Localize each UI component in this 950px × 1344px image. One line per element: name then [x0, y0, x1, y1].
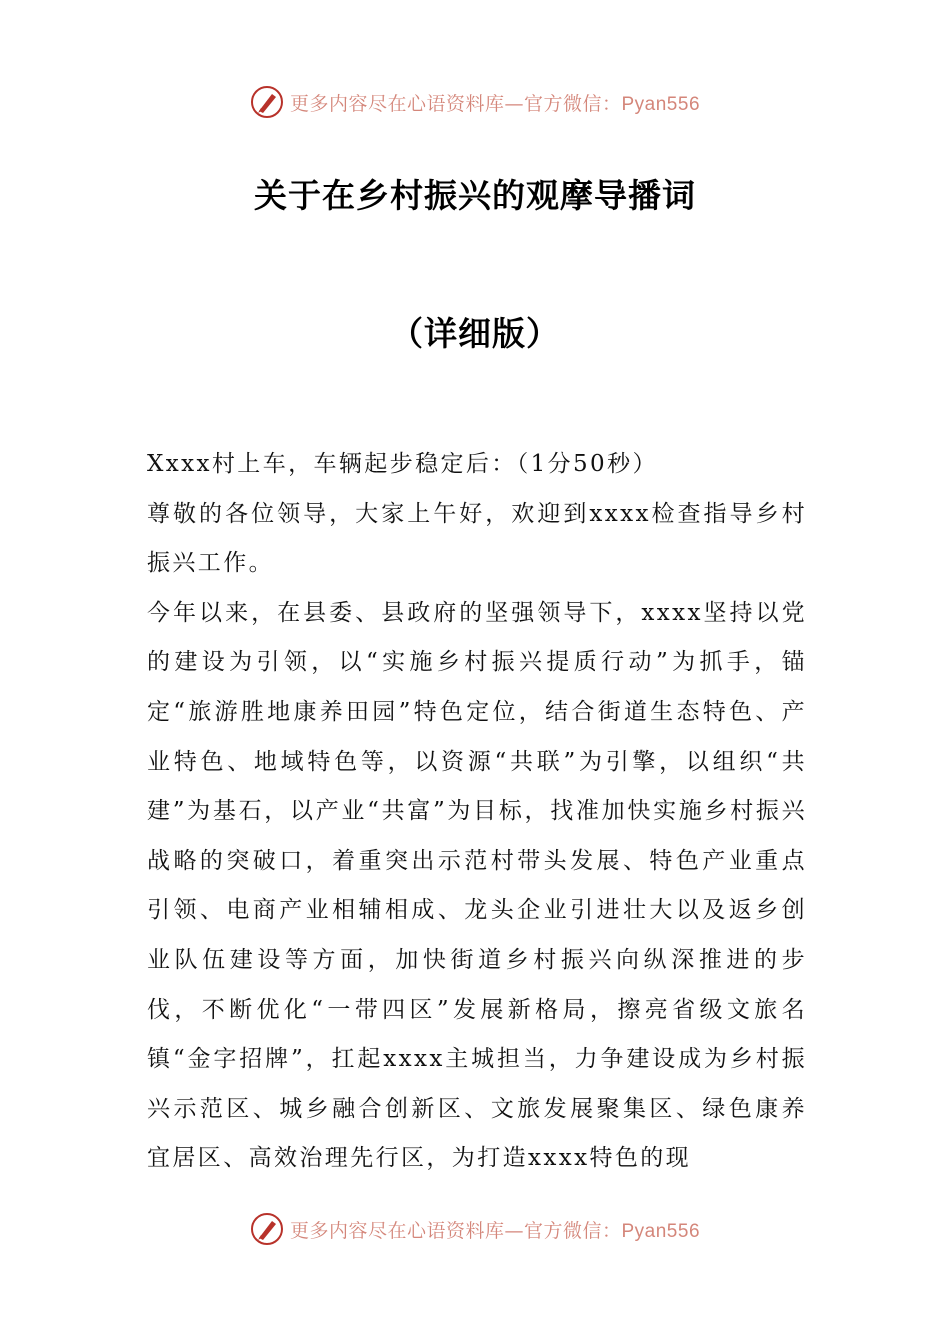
document-subtitle: （详细版）: [390, 314, 560, 353]
paragraph: Xxxx村上车，车辆起步稳定后：（1分50秒）: [147, 451, 658, 477]
footer-banner: [0, 1209, 950, 1249]
document-body: [147, 440, 807, 1184]
footer-banner-label: 更多内容尽在心语资料库—官方微信：: [289, 1219, 622, 1242]
header-banner: [0, 82, 950, 122]
quill-logo-icon: [250, 1212, 284, 1246]
header-banner-text: [290, 89, 700, 116]
paragraph: 尊敬的各位领导，大家上午好，欢迎到xxxx检查指导乡村振兴工作。: [147, 500, 807, 577]
quill-logo-icon: [250, 85, 284, 119]
header-banner-handle: Pyan556: [621, 93, 701, 115]
footer-banner-handle: Pyan556: [621, 1220, 701, 1242]
header-banner-label: 更多内容尽在心语资料库—官方微信：: [289, 92, 622, 115]
footer-banner-text: [290, 1216, 700, 1243]
paragraph: 今年以来，在县委、县政府的坚强领导下，xxxx坚持以党的建设为引领，以“实施乡村振兴提质行动”为抓手，锚定“旅游胜地康养田园”特色定位，结合街道生态特色、产业特色、地域特色等，以资源“共联”为引擎，以组织“共建”为基石，以产业“共富”为目标，找准加快实施乡村振兴战略的突破口，着重突出示范村带头发展、特色产业重点引领、电商产业相辅相成、龙头企业引进壮大以及返乡创业队伍建设等方面，加快街道乡村振兴向纵深推进的步伐，不断优化“一带四区”发展新格局，擦亮省级文旅名镇“金字招牌”，扛起xxxx主城担当，力争建设成为乡村振兴示范区、城乡融合创新区、文旅发展聚集区、绿色康养宜居区、高效治理先行区，为打造xxxx特色的现: [147, 599, 807, 1172]
document-title: 关于在乡村振兴的观摩导播词: [254, 176, 696, 215]
